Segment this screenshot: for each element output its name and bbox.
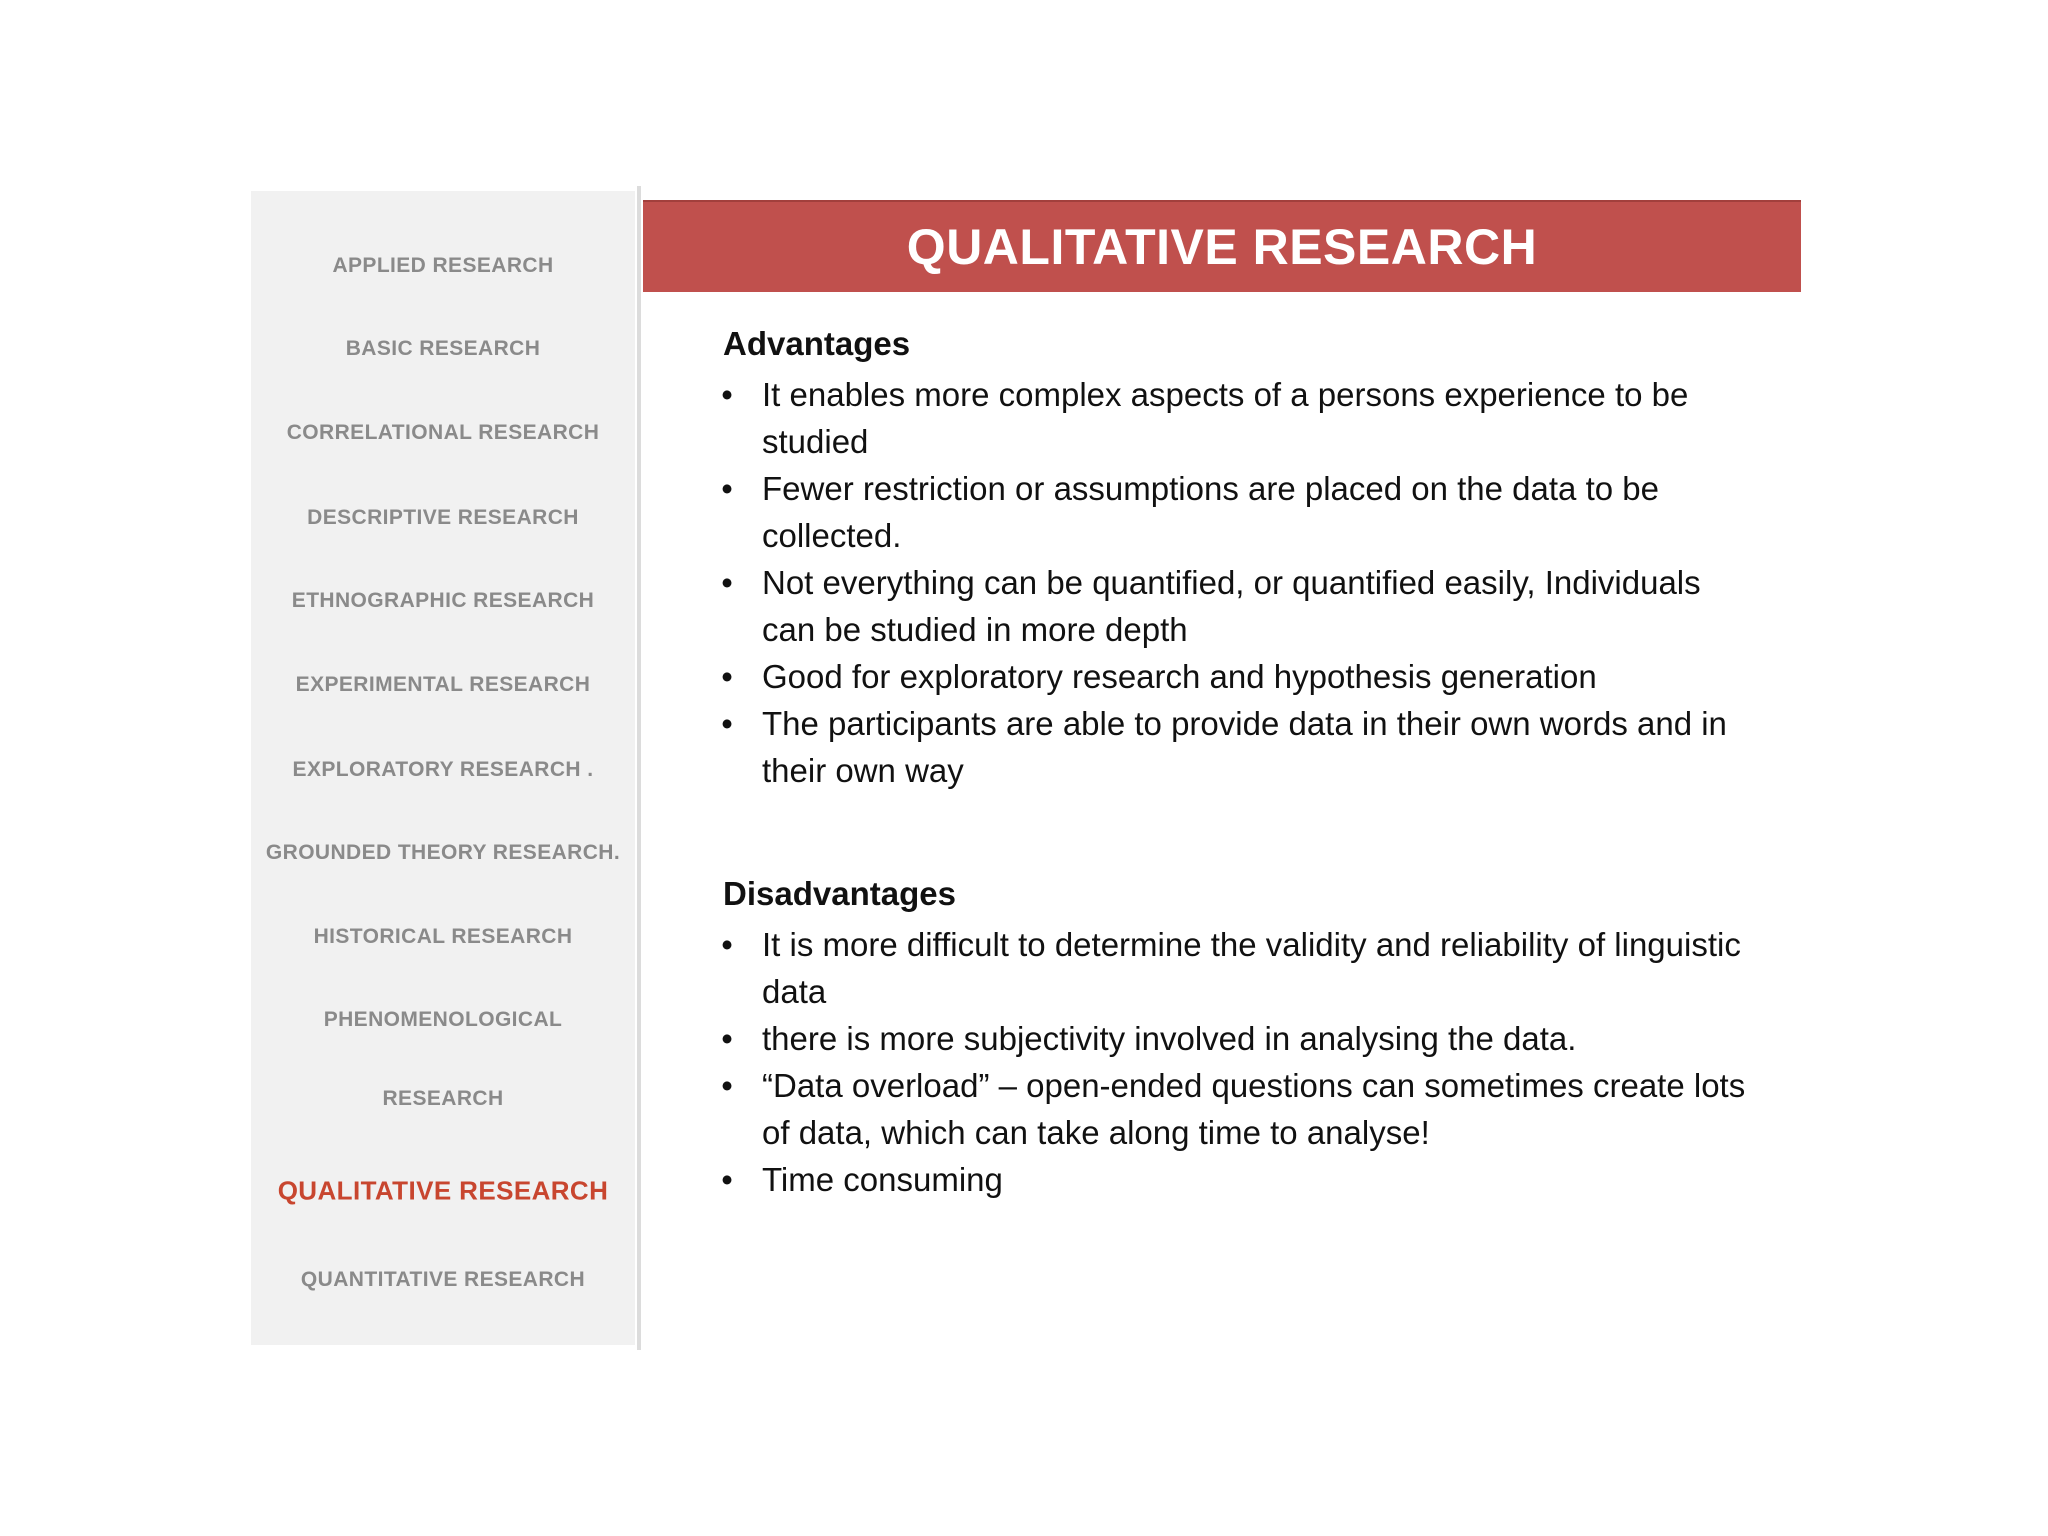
bullet-icon: •: [721, 470, 733, 507]
list-item: [717, 653, 1747, 700]
bullet-icon: •: [721, 1020, 733, 1057]
sidebar-item-experimental-research[interactable]: EXPERIMENTAL RESEARCH: [295, 673, 591, 696]
list-item-text: Time consuming: [762, 1161, 1003, 1198]
disadvantages-list: [717, 921, 1747, 1203]
advantages-heading: Advantages: [723, 325, 911, 362]
sidebar-item-ethnographic-research[interactable]: ETHNOGRAPHIC RESEARCH: [291, 589, 595, 612]
sidebar-item-correlational-research[interactable]: CORRELATIONAL RESEARCH: [286, 421, 600, 444]
disadvantages-heading: Disadvantages: [723, 875, 956, 912]
list-item-text: “Data overload” – open-ended questions can sometimes create lots of data, which can take along time to analyse!: [762, 1067, 1746, 1151]
bullet-icon: •: [721, 705, 733, 742]
sidebar-item-phenomenological[interactable]: PHENOMENOLOGICAL: [323, 1008, 563, 1031]
list-item: [717, 700, 1747, 794]
list-item-text: It is more difficult to determine the validity and reliability of linguistic data: [762, 926, 1741, 1010]
main-content: [717, 320, 1747, 1203]
sidebar-item-quantitative-research[interactable]: QUANTITATIVE RESEARCH: [300, 1268, 586, 1291]
list-item: [717, 559, 1747, 653]
list-item: [717, 1156, 1747, 1203]
bullet-icon: •: [721, 564, 733, 601]
list-item: [717, 371, 1747, 465]
sidebar-divider: [637, 186, 641, 1350]
list-item-text: there is more subjectivity involved in analysing the data.: [762, 1020, 1577, 1057]
list-item: [717, 1015, 1747, 1062]
bullet-icon: •: [721, 926, 733, 963]
sidebar-item-basic-research[interactable]: BASIC RESEARCH: [345, 337, 541, 360]
sidebar-item-exploratory-research[interactable]: EXPLORATORY RESEARCH .: [292, 758, 594, 781]
title-banner: [643, 200, 1801, 292]
list-item: [717, 465, 1747, 559]
list-item-text: Fewer restriction or assumptions are placed on the data to be collected.: [762, 470, 1659, 554]
bullet-icon: •: [721, 1067, 733, 1104]
list-item-text: Good for exploratory research and hypothesis generation: [762, 658, 1597, 695]
sidebar-nav: [251, 191, 635, 1345]
list-item: [717, 1062, 1747, 1156]
sidebar-item-applied-research[interactable]: APPLIED RESEARCH: [332, 254, 554, 277]
list-item-text: Not everything can be quantified, or quantified easily, Individuals can be studied in more depth: [762, 564, 1701, 648]
list-item: [717, 921, 1747, 1015]
sidebar-item-grounded-theory-research[interactable]: GROUNDED THEORY RESEARCH.: [265, 841, 621, 864]
sidebar-item-historical-research[interactable]: HISTORICAL RESEARCH: [313, 925, 573, 948]
bullet-icon: •: [721, 658, 733, 695]
advantages-list: [717, 371, 1747, 794]
sidebar-item-phenomenological-research[interactable]: RESEARCH: [382, 1087, 504, 1110]
list-item-text: The participants are able to provide data in their own words and in their own way: [762, 705, 1727, 789]
sidebar-item-qualitative-research[interactable]: QUALITATIVE RESEARCH: [277, 1175, 609, 1206]
disadvantages-section: [717, 870, 1747, 1203]
bullet-icon: •: [721, 1161, 733, 1198]
page-title: QUALITATIVE RESEARCH: [906, 219, 1538, 275]
bullet-icon: •: [721, 376, 733, 413]
sidebar-item-descriptive-research[interactable]: DESCRIPTIVE RESEARCH: [307, 506, 579, 529]
list-item-text: It enables more complex aspects of a persons experience to be studied: [762, 376, 1689, 460]
